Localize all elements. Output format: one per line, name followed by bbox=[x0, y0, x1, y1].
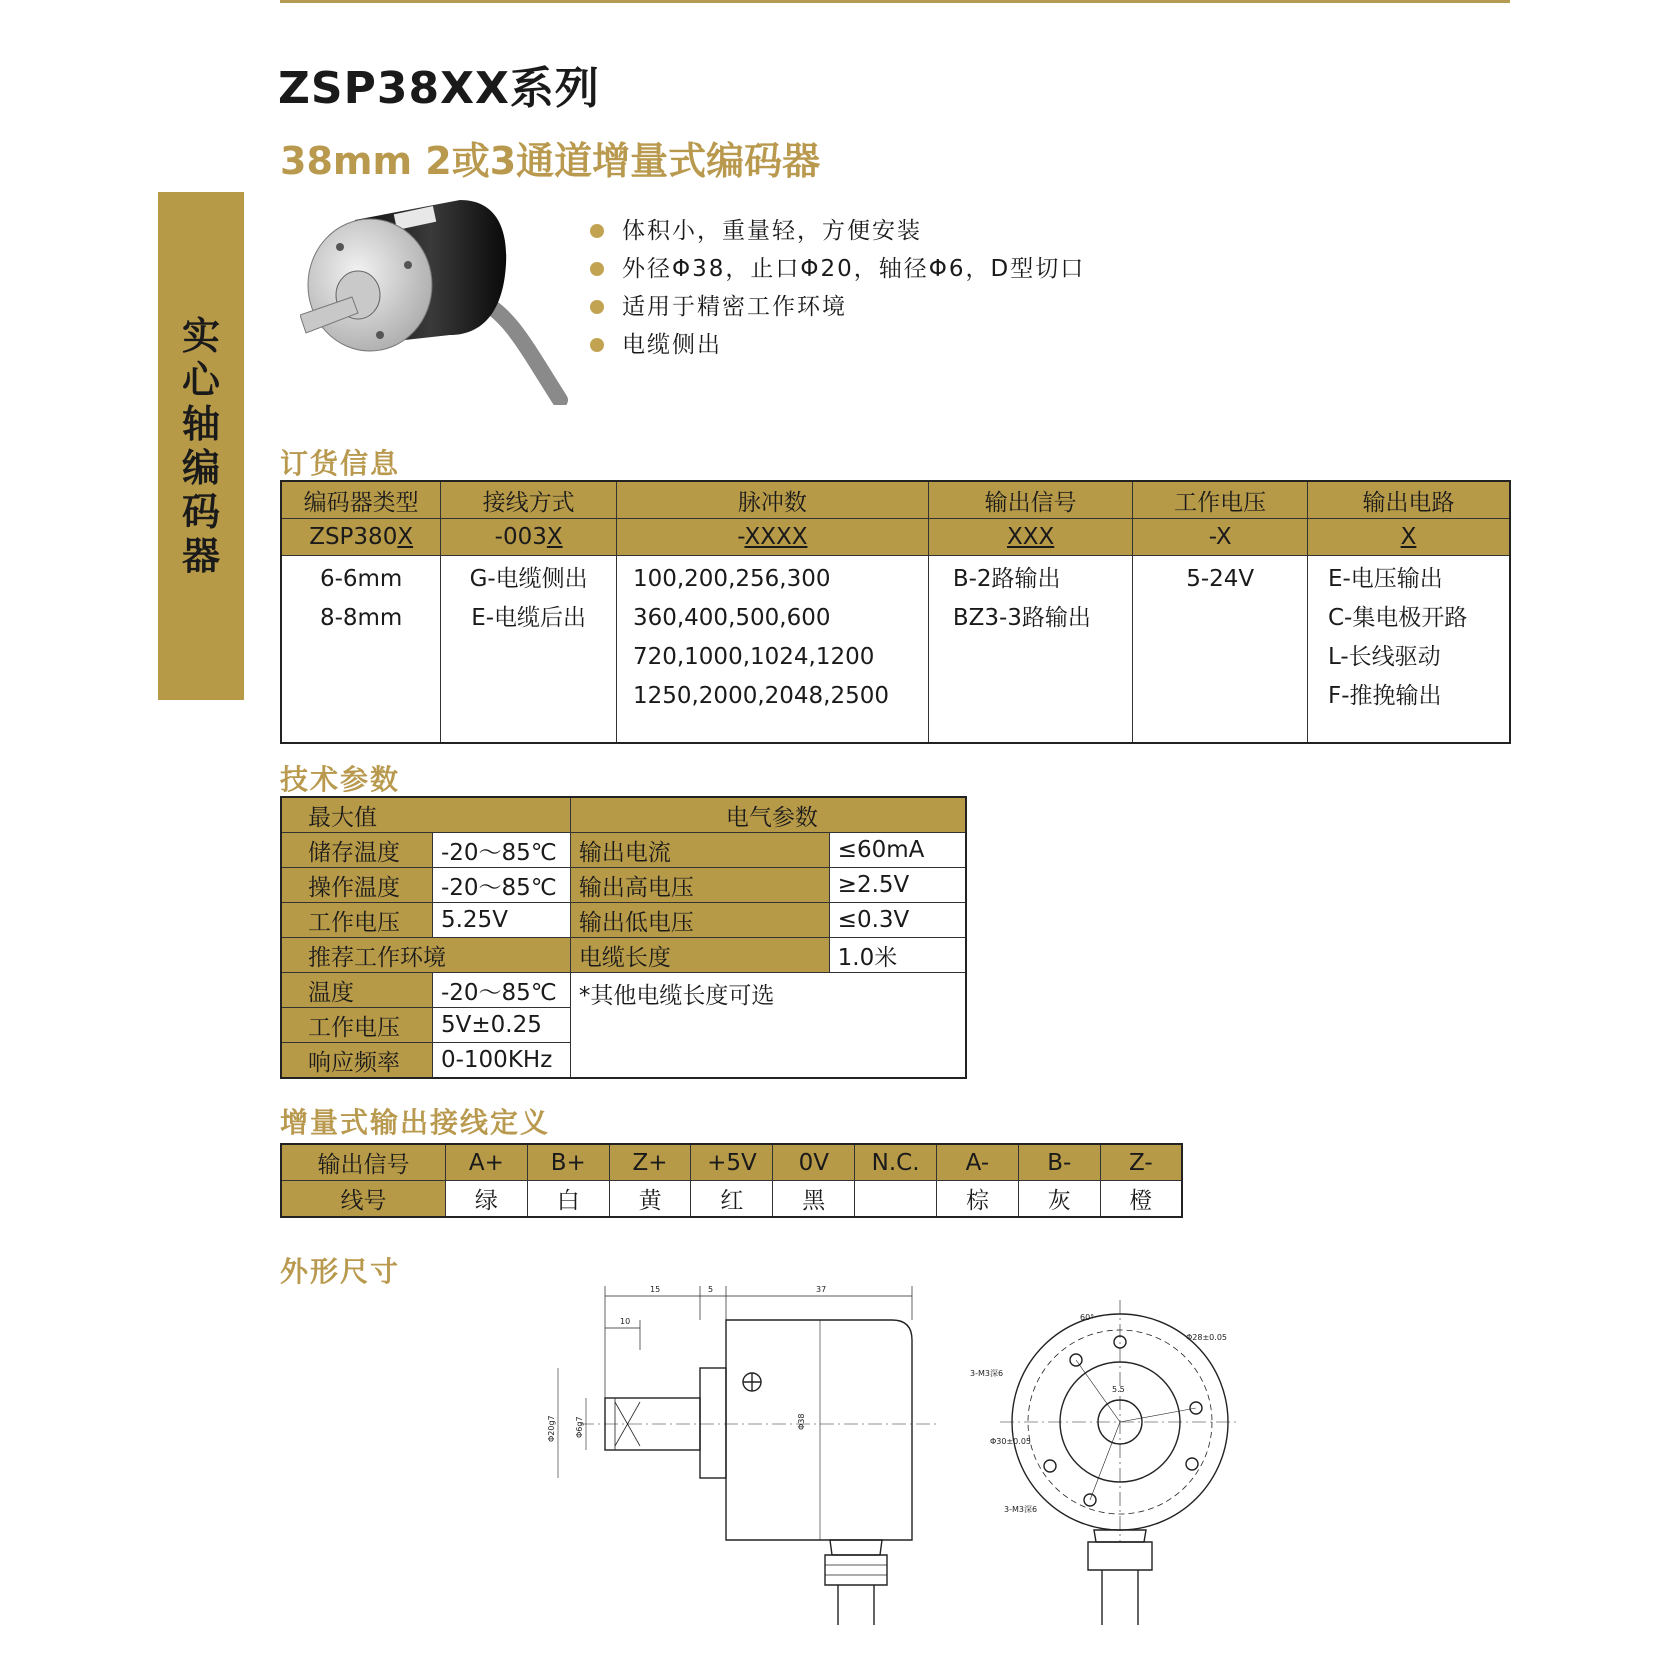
options-cell: E-电压输出 C-集电极开路 L-长线驱动 F-推挽输出 bbox=[1307, 556, 1510, 744]
ordering-header-row bbox=[281, 481, 1510, 519]
svg-text:3-M3深6: 3-M3深6 bbox=[970, 1369, 1004, 1378]
options-cell: B-2路输出 BZ3-3路输出 bbox=[928, 556, 1133, 744]
options-cell: 100,200,256,300 360,400,500,600 720,1000,1024,1200 1250,2000,2048,2500 bbox=[616, 556, 928, 744]
param-label: 储存温度 bbox=[281, 833, 432, 868]
dimensions-title: 外形尺寸 bbox=[280, 1255, 401, 1288]
color-cell: 灰 bbox=[1018, 1181, 1100, 1218]
wiring-signal-row bbox=[281, 1144, 1182, 1181]
code-cell: X bbox=[1307, 519, 1510, 556]
param-value: -20～85℃ bbox=[432, 868, 570, 903]
signal-cell: +5V bbox=[691, 1144, 773, 1181]
feature-item: 电缆侧出 bbox=[590, 326, 1085, 364]
svg-text:Φ20g7: Φ20g7 bbox=[547, 1415, 556, 1442]
param-label: 操作温度 bbox=[281, 868, 432, 903]
code-cell: -003X bbox=[441, 519, 617, 556]
signal-cell: A- bbox=[937, 1144, 1019, 1181]
param-value: 0-100KHz bbox=[432, 1043, 570, 1079]
ordering-header: 输出信号 bbox=[928, 481, 1133, 519]
bullet-icon bbox=[590, 338, 604, 352]
code-cell: XXX bbox=[928, 519, 1133, 556]
svg-text:Φ28±0.05: Φ28±0.05 bbox=[1186, 1333, 1227, 1342]
category-sidebar bbox=[158, 192, 244, 700]
svg-text:3-M3深6: 3-M3深6 bbox=[1004, 1505, 1038, 1514]
code-cell: -XXXX bbox=[616, 519, 928, 556]
ordering-header: 输出电路 bbox=[1307, 481, 1510, 519]
signal-cell: B+ bbox=[527, 1144, 609, 1181]
param-label: 输出电流 bbox=[570, 833, 829, 868]
color-cell: 红 bbox=[691, 1181, 773, 1218]
signal-cell: A+ bbox=[446, 1144, 528, 1181]
param-value: -20～85℃ bbox=[432, 833, 570, 868]
signal-cell: Z- bbox=[1100, 1144, 1182, 1181]
ordering-header: 工作电压 bbox=[1133, 481, 1308, 519]
color-cell: 绿 bbox=[446, 1181, 528, 1218]
bullet-icon bbox=[590, 300, 604, 314]
options-cell: 5-24V bbox=[1133, 556, 1308, 744]
dimension-drawing bbox=[520, 1280, 1260, 1640]
feature-list bbox=[590, 212, 1085, 364]
param-label: 工作电压 bbox=[281, 1008, 432, 1043]
svg-text:10: 10 bbox=[620, 1317, 631, 1326]
color-cell bbox=[855, 1181, 937, 1218]
ordering-header: 接线方式 bbox=[441, 481, 617, 519]
wiring-title: 增量式输出接线定义 bbox=[280, 1106, 551, 1139]
signal-cell: Z+ bbox=[609, 1144, 691, 1181]
signal-cell: N.C. bbox=[855, 1144, 937, 1181]
wiring-row-label: 线号 bbox=[281, 1181, 446, 1218]
code-cell: -X bbox=[1133, 519, 1308, 556]
ordering-options-row bbox=[281, 556, 1510, 744]
param-value: ≤0.3V bbox=[829, 903, 966, 938]
wiring-row-label: 输出信号 bbox=[281, 1144, 446, 1181]
ordering-table bbox=[280, 480, 1511, 744]
max-header: 最大值 bbox=[281, 797, 570, 833]
ordering-header: 脉冲数 bbox=[616, 481, 928, 519]
top-rule bbox=[280, 0, 1510, 3]
page-subtitle: 38mm 2或3通道增量式编码器 bbox=[280, 139, 821, 183]
param-value: ≤60mA bbox=[829, 833, 966, 868]
category-label: 实 心 轴 编 码 器 bbox=[181, 314, 220, 578]
signal-cell: B- bbox=[1018, 1144, 1100, 1181]
encoder-product-image bbox=[300, 195, 590, 405]
param-label: 输出低电压 bbox=[570, 903, 829, 938]
svg-text:5: 5 bbox=[708, 1285, 714, 1294]
param-label: 工作电压 bbox=[281, 903, 432, 938]
svg-text:Φ30±0.05: Φ30±0.05 bbox=[990, 1437, 1031, 1446]
color-cell: 黄 bbox=[609, 1181, 691, 1218]
color-cell: 棕 bbox=[937, 1181, 1019, 1218]
tech-table bbox=[280, 796, 967, 1079]
env-header: 推荐工作环境 bbox=[281, 938, 570, 973]
tech-title: 技术参数 bbox=[280, 763, 401, 796]
param-label: 响应频率 bbox=[281, 1043, 432, 1079]
signal-cell: 0V bbox=[773, 1144, 855, 1181]
color-cell: 白 bbox=[527, 1181, 609, 1218]
options-cell: G-电缆侧出 E-电缆后出 bbox=[441, 556, 617, 744]
param-value: -20～85℃ bbox=[432, 973, 570, 1008]
feature-item: 适用于精密工作环境 bbox=[590, 288, 1085, 326]
color-cell: 橙 bbox=[1100, 1181, 1182, 1218]
side-view bbox=[558, 1286, 940, 1625]
ordering-header: 编码器类型 bbox=[281, 481, 441, 519]
svg-text:Φ6g7: Φ6g7 bbox=[575, 1416, 584, 1438]
wiring-color-row bbox=[281, 1181, 1182, 1218]
bullet-icon bbox=[590, 262, 604, 276]
options-cell: 6-6mm 8-8mm bbox=[281, 556, 441, 744]
code-cell: ZSP380X bbox=[281, 519, 441, 556]
param-label: 电缆长度 bbox=[570, 938, 829, 973]
feature-item: 外径Φ38，止口Φ20，轴径Φ6，D型切口 bbox=[590, 250, 1085, 288]
svg-text:Φ38: Φ38 bbox=[797, 1413, 806, 1430]
param-label: 温度 bbox=[281, 973, 432, 1008]
elec-header: 电气参数 bbox=[570, 797, 966, 833]
wiring-table bbox=[280, 1143, 1183, 1218]
color-cell: 黑 bbox=[773, 1181, 855, 1218]
param-value: 5V±0.25 bbox=[432, 1008, 570, 1043]
bullet-icon bbox=[590, 224, 604, 238]
front-view bbox=[1000, 1300, 1240, 1625]
ordering-code-row bbox=[281, 519, 1510, 556]
page-title: ZSP38XX系列 bbox=[278, 63, 600, 114]
param-value: 1.0米 bbox=[829, 938, 966, 973]
ordering-title: 订货信息 bbox=[280, 447, 401, 480]
param-value: 5.25V bbox=[432, 903, 570, 938]
svg-text:60°: 60° bbox=[1080, 1313, 1095, 1322]
svg-text:37: 37 bbox=[816, 1285, 827, 1294]
param-value: ≥2.5V bbox=[829, 868, 966, 903]
param-label: 输出高电压 bbox=[570, 868, 829, 903]
feature-item: 体积小，重量轻，方便安装 bbox=[590, 212, 1085, 250]
cable-note: *其他电缆长度可选 bbox=[570, 973, 966, 1079]
svg-text:15: 15 bbox=[650, 1285, 661, 1294]
svg-text:5.5: 5.5 bbox=[1112, 1385, 1125, 1394]
